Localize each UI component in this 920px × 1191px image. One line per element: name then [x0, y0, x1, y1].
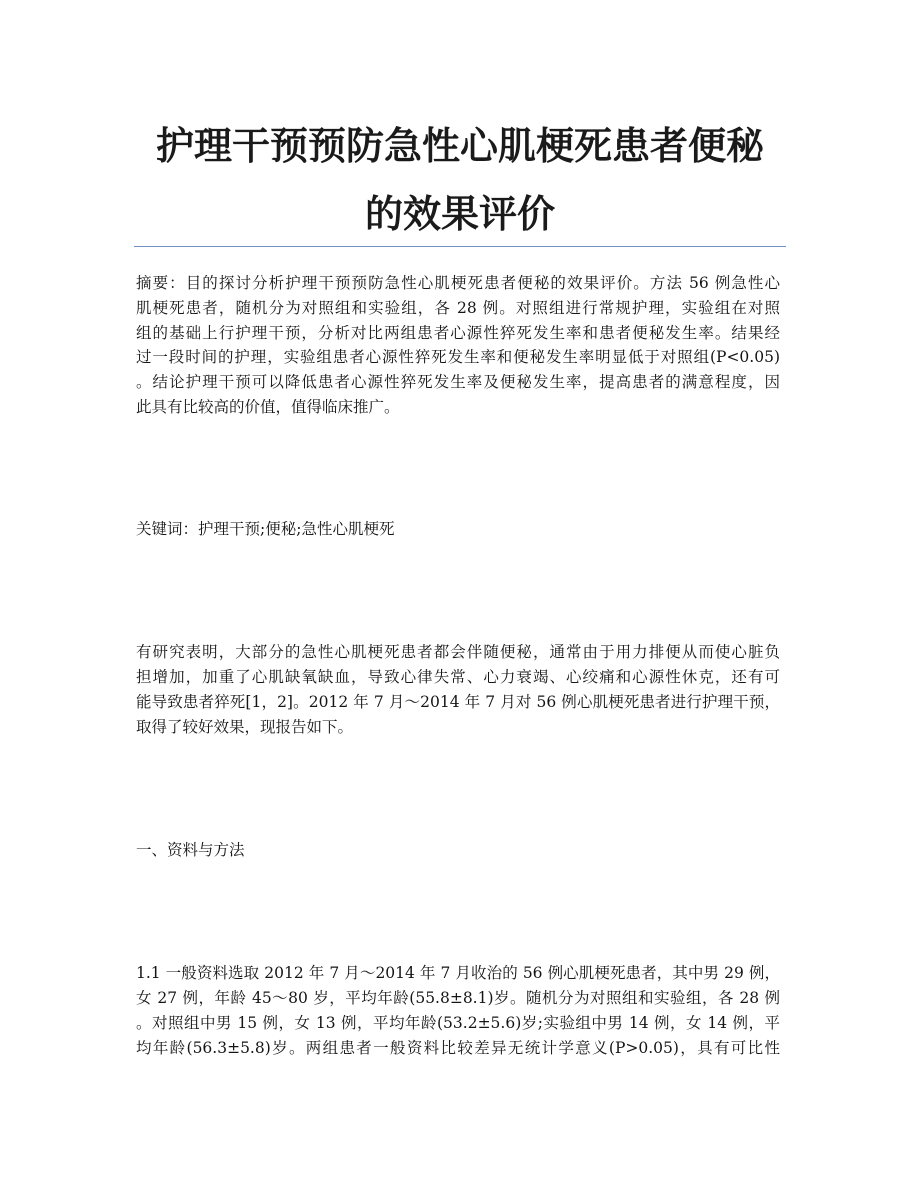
- intro-line: 有研究表明，大部分的急性心肌梗死患者都会伴随便秘，通常由于用力排便从而使心脏负: [136, 643, 780, 661]
- document-title-line-2: 的效果评价: [364, 192, 555, 236]
- section-1-1-line: 女 27 例，年龄 45～80 岁，平均年龄(55.8±8.1)岁。随机分为对照组和实验组，各 28 例: [136, 989, 780, 1007]
- section-1-1-line: 。对照组中男 15 例，女 13 例，平均年龄(53.2±5.6)岁;实验组中男 14 例，女 14 例，平: [136, 1014, 780, 1032]
- section-1-1-line: 1.1 一般资料选取 2012 年 7 月～2014 年 7 月收治的 56 例心肌梗死患者，其中男 29 例，: [136, 964, 780, 982]
- document-title-line-1: 护理干预预防急性心肌梗死患者便秘: [155, 124, 764, 168]
- title-divider: [134, 246, 786, 247]
- abstract-line: 肌梗死患者，随机分为对照组和实验组，各 28 例。对照组进行常规护理，实验组在对照: [136, 299, 780, 317]
- abstract-line: 过一段时间的护理，实验组患者心源性猝死发生率和便秘发生率明显低于对照组(P<0.05): [136, 348, 780, 366]
- abstract-line: 摘要：目的探讨分析护理干预预防急性心肌梗死患者便秘的效果评价。方法 56 例急性心: [136, 274, 780, 292]
- intro-line: 担增加，加重了心肌缺氧缺血，导致心律失常、心力衰竭、心绞痛和心源性休克，还有可: [136, 668, 780, 686]
- section-heading: 一、资料与方法: [136, 841, 245, 859]
- intro-line: 取得了较好效果，现报告如下。: [136, 718, 354, 736]
- intro-line: 能导致患者猝死[1，2]。2012 年 7 月～2014 年 7 月对 56 例心肌梗死患者进行护理干预，: [136, 693, 780, 711]
- keywords-line: 关键词：护理干预;便秘;急性心肌梗死: [136, 520, 395, 538]
- abstract-line: 组的基础上行护理干预，分析对比两组患者心源性猝死发生率和患者便秘发生率。结果经: [136, 324, 780, 342]
- abstract-line: 。结论护理干预可以降低患者心源性猝死发生率及便秘发生率，提高患者的满意程度，因: [136, 373, 780, 391]
- abstract-line: 此具有比较高的价值，值得临床推广。: [136, 398, 400, 416]
- section-1-1-line: 均年龄(56.3±5.8)岁。两组患者一般资料比较差异无统计学意义(P>0.05)，具有可比性: [136, 1039, 780, 1057]
